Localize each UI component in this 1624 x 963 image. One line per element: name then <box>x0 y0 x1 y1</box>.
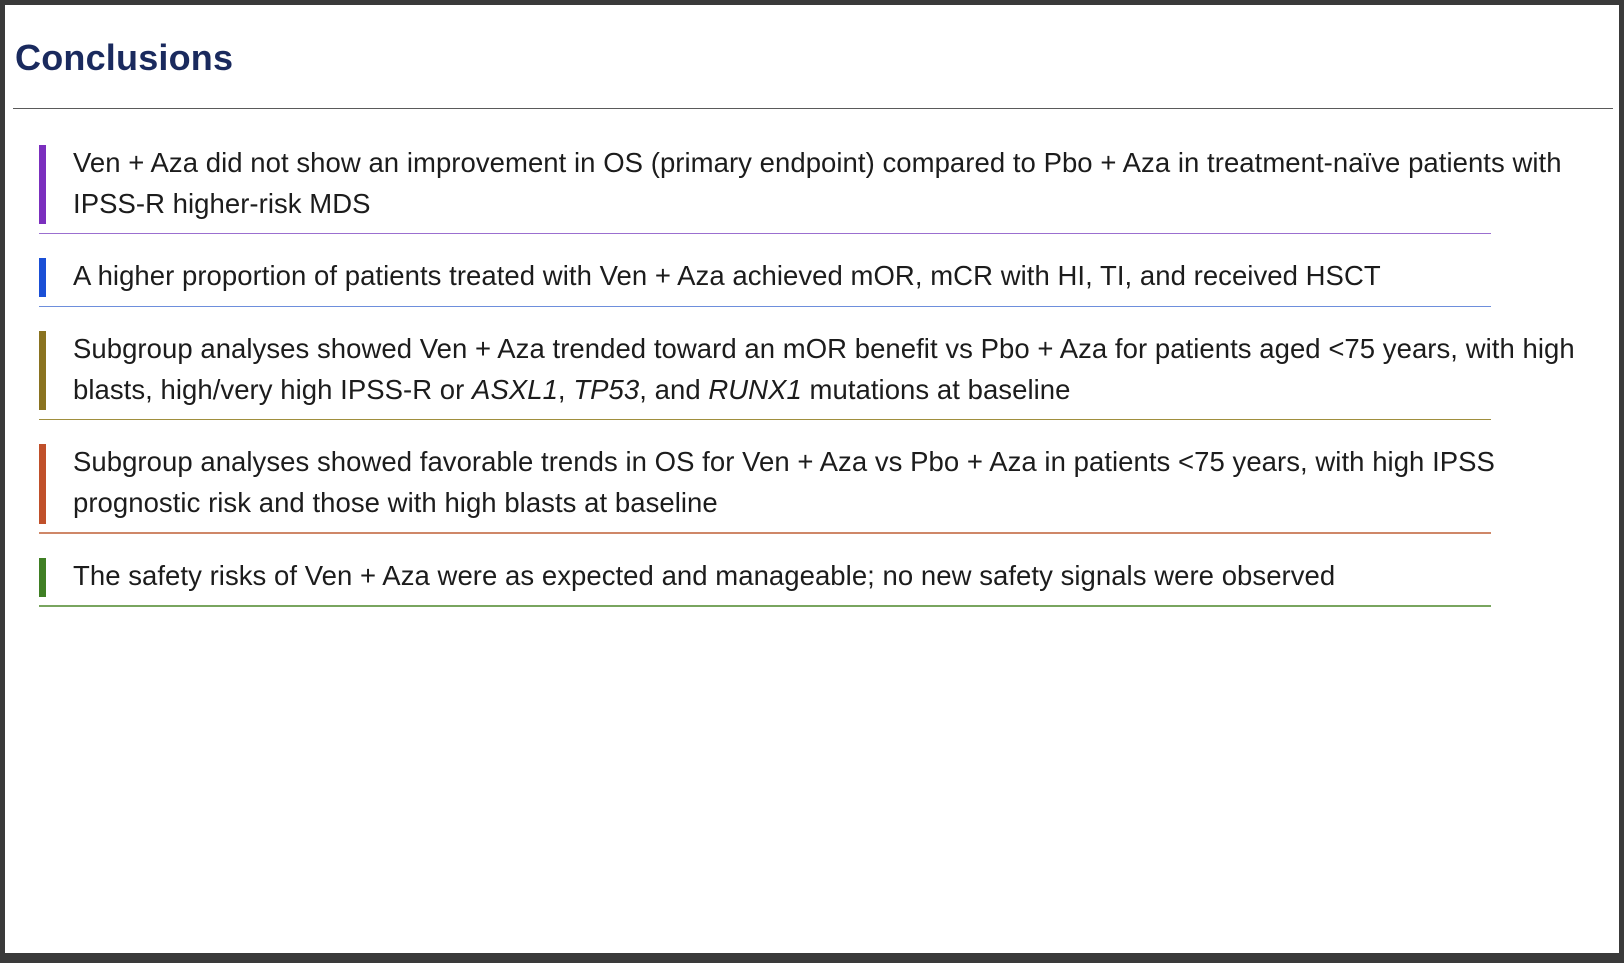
list-item <box>39 329 1579 420</box>
title-divider <box>13 108 1613 109</box>
list-item <box>39 143 1579 234</box>
gene-name: ASXL1 <box>472 373 558 405</box>
text-segment: Subgroup analyses showed Ven + Aza trended toward an mOR benefit vs Pbo + Aza for patients aged <75 years, with high blasts, high/very high IPSS-R or <box>73 333 1575 405</box>
bullet-accent-bar <box>39 444 46 523</box>
text-segment: A higher proportion of patients treated with Ven + Aza achieved mOR, mCR with HI, TI, and received HSCT <box>73 260 1381 292</box>
list-item-text <box>73 329 1579 410</box>
bullet-underline <box>39 419 1491 421</box>
text-segment: Ven + Aza did not show an improvement in OS (primary endpoint) compared to Pbo + Aza in treatment-naïve patients with IPSS-R higher-risk MDS <box>73 147 1562 219</box>
list-item <box>39 556 1579 607</box>
list-item <box>39 256 1579 307</box>
bullet-underline <box>39 306 1491 308</box>
gene-name: RUNX1 <box>708 373 802 405</box>
text-segment: , and <box>639 373 709 405</box>
bullet-accent-bar <box>39 258 46 297</box>
list-item-text <box>73 556 1579 597</box>
text-segment: mutations at baseline <box>801 373 1071 405</box>
bullet-underline <box>39 605 1491 607</box>
list-item-text <box>73 442 1579 523</box>
list-item <box>39 442 1579 533</box>
slide <box>5 5 1619 953</box>
bullet-accent-bar <box>39 145 46 224</box>
bullet-accent-bar <box>39 331 46 410</box>
gene-name: TP53 <box>573 373 640 405</box>
bullet-accent-bar <box>39 558 46 597</box>
page-title: Conclusions <box>15 37 234 78</box>
text-segment: The safety risks of Ven + Aza were as expected and manageable; no new safety signals were observed <box>73 559 1336 591</box>
bullet-underline <box>39 532 1491 534</box>
list-item-text <box>73 143 1579 224</box>
list-item-text <box>73 256 1579 297</box>
bullet-underline <box>39 233 1491 235</box>
conclusions-list <box>39 143 1579 629</box>
text-segment: , <box>557 373 574 405</box>
text-segment: Subgroup analyses showed favorable trends in OS for Ven + Aza vs Pbo + Aza in patients <75 years, with high IPSS prognostic risk and those with high blasts at baseline <box>73 446 1495 519</box>
